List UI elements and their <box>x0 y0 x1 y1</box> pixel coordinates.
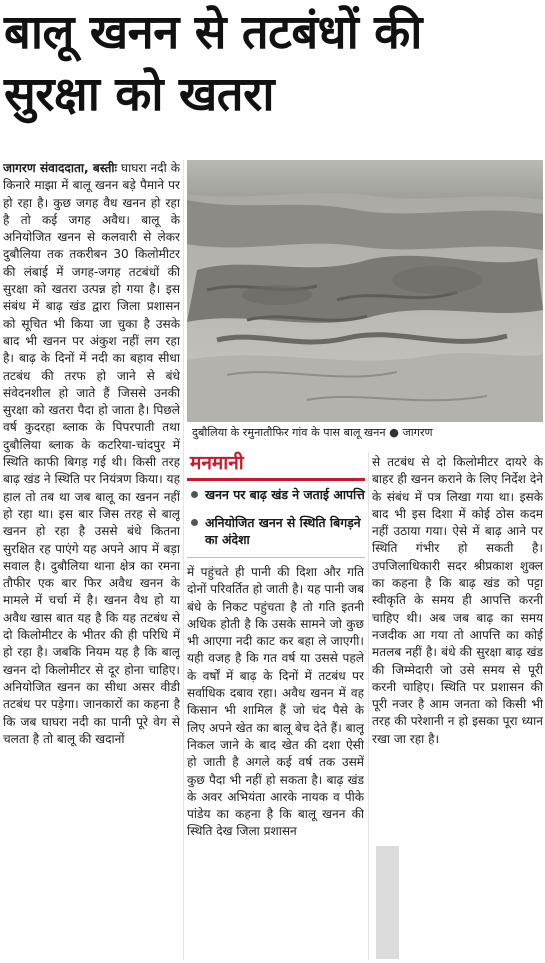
bullet-text: अनियोजित खनन से स्थिति बिगड़ने का अंदेशा <box>205 515 361 547</box>
article-column-1 <box>3 160 180 960</box>
headline-line-2: सुरक्षा को खतरा <box>4 67 274 122</box>
article-text: घाघरा नदी के किनारे माझा में बालू खनन बड़े पैमाने पर हो रहा है। कुछ जगह वैध खनन हो रहा है तो कई जगह अवैध। बालू के अनियोजित खनन से कलवारी से लेकर दुबौलिया तक तकरीबन 30 किलोमीटर की लंबाई में जगह-जगह तटबंधों की सुरक्षा को खतरा उत्पन्न हो गया है। इस संबंध में बाढ़ खंड द्वारा जिला प्रशासन को सूचित भी किया जा चुका है उसके बाद भी खनन पर अंकुश नहीं लग रहा है। बाढ़ के दिनों में नदी का बहाव सीधा तटबंध की तरफ हो जाने से बंधे संवेदनशील हो जाते हैं जिससे उनकी सुरक्षा को खतरा पैदा हो जाता है। पिछले वर्ष कुदरहा ब्लाक के पिपरपाती तथा दुबौलिया ब्लाक के कटरिया-चांदपुर में स्थिति काफी बिगड़ गई थी। किसी तरह बाढ़ खंड ने स्थिति पर नियंत्रण किया। यह हाल तो तब था जब बालू का खनन नहीं हो रहा था। इस बार जिस तरह से बालू खनन हो रहा है उससे बंधे कितना सुरक्षित रह पाएंगे यह अपने आप में बड़ा सवाल है। दुबौलिया थाना क्षेत्र का रमना तौफीर एक बार फिर अवैध खनन के मामले में चर्चा में है। खनन वैध हो या अवैध खास बात यह है कि यह तटबंध से दो किलोमीटर के भीतर की ही परिधि में हो रहा है। जबकि नियम यह है कि बालू खनन दो किलोमीटर से दूर होना चाहिए। अनियोजित खनन का सीधा असर वीडी तटबंध पर पड़ेगा। जानकारों का कहना है कि जब घाघरा नदी का पानी पूरे वेग से चलता है तो बालू की खदानों <box>3 161 180 746</box>
news-photo <box>187 160 543 422</box>
article-paragraph: से तटबंध से दो किलोमीटर दायरे के बाहर ही खनन कराने के लिए निर्देश देने के संबंध में पत्र लिखा गया था। इसके बाद भी इस दिशा में कोई ठोस कदम नहीं उठाया गया। ऐसे में बाढ़ आने पर स्थिति गंभीर हो सकती है। उपजिलाधिकारी सदर श्रीप्रकाश शुक्ल का कहना है कि बाढ़ खंड को पट्टा स्वीकृति के समय ही आपत्ति करनी चाहिए थी। अब जब बाढ़ का समय नजदीक आ गया तो आपत्ति का कोई मतलब नहीं है। बंधे की सुरक्षा बाढ़ खंड की जिम्मेदारी जो उसे समय से पूरी करनी चाहिए। स्थिति पर प्रशासन की पूरी नजर है आम जनता को किसी भी तरह की परेशानी न हो इसका पूरा ध्यान रखा जा रहा है। <box>372 455 543 746</box>
sidebox-divider <box>187 557 365 558</box>
sidebox-rule <box>187 478 365 481</box>
dateline: जागरण संवाददाता, बस्तीः <box>3 161 117 175</box>
sidebox-bullets <box>190 486 368 559</box>
photo-credit: जागरण <box>402 426 433 439</box>
bullet-icon <box>191 491 198 498</box>
bullet-text: खनन पर बाढ़ खंड ने जताई आपत्ति <box>205 487 365 502</box>
sand-mining-photo <box>187 160 543 422</box>
headline-line-1: बालू खनन से तटबंधों की <box>4 5 422 60</box>
gray-strip <box>376 846 399 959</box>
caption-text: दुबौलिया के रमुनातौफिर गांव के पास बालू खनन <box>192 426 386 439</box>
list-item <box>190 486 368 503</box>
column-divider <box>368 452 369 960</box>
article-paragraph <box>3 160 180 748</box>
headline <box>4 2 541 126</box>
article-column-3 <box>372 454 543 844</box>
article-column-2 <box>187 564 364 960</box>
column-divider <box>183 160 184 960</box>
photo-caption <box>192 425 542 441</box>
bullet-icon <box>191 519 198 526</box>
sidebox-title: मनमानी <box>190 452 244 474</box>
article-paragraph: में पहुंचते ही पानी की दिशा और गति दोनों परिवर्तित हो जाती है। यह पानी जब बंधे के निकट पहुंचता है तो गति इतनी अधिक होती है कि उसके सामने जो कुछ भी आएगा नदी काट कर बहा ले जाएगी। यही वजह है कि गत वर्ष या उससे पहले के वर्षों में बाढ़ के दिनों में तटबंध पर सर्वाधिक दबाव रहा। अवैध खनन में वह किसान भी शामिल हैं जो चंद पैसे के लिए अपने खेत का बालू बेच देते हैं। बालू निकल जाने के बाद खेत की दशा ऐसी हो जाती है अगले कई वर्ष तक उसमें कुछ पैदा भी नहीं हो सकता है। बाढ़ खंड के अवर अभियंता आरके नायक व पीके पांडेय का कहना है कि बालू खनन की स्थिति देख जिला प्रशासन <box>187 565 364 839</box>
list-item <box>190 514 368 548</box>
bullet-dot-icon: ● <box>389 426 399 439</box>
